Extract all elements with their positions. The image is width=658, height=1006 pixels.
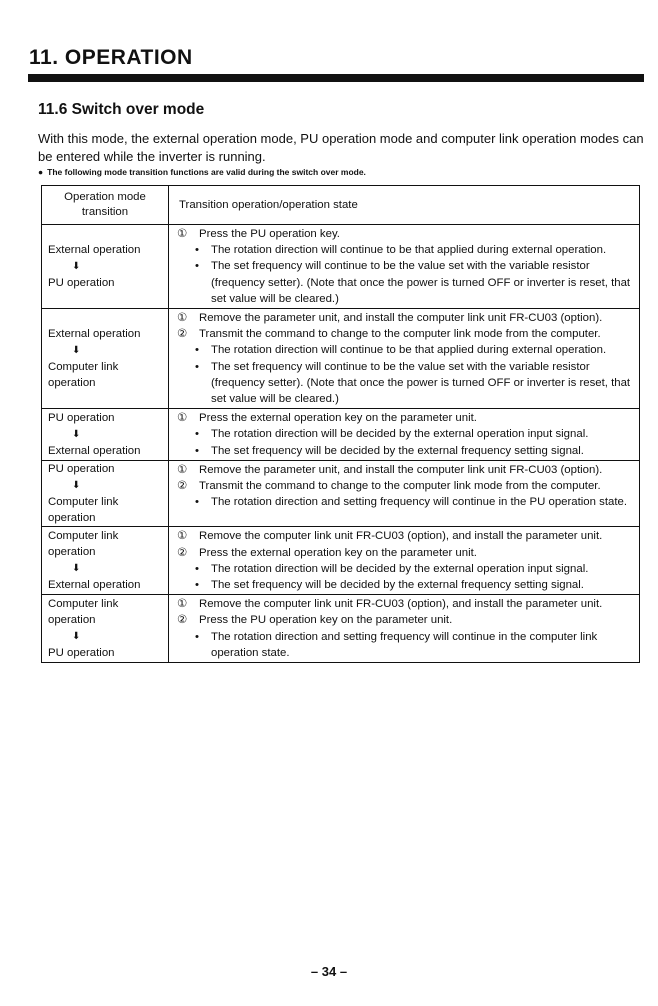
step-number: ① xyxy=(177,312,188,325)
table-row xyxy=(42,309,640,409)
step-text: Press the PU operation key. xyxy=(199,228,340,240)
arrow-down-icon: ⬇ xyxy=(72,261,81,272)
sub-bullet xyxy=(195,561,633,577)
step-text: Remove the computer link unit FR-CU03 (option), and install the parameter unit. xyxy=(199,598,603,611)
mode-cell xyxy=(42,595,169,663)
note-text: The following mode transition functions are valid during the switch over mode. xyxy=(47,167,366,177)
mode-cell xyxy=(42,309,169,409)
sub-bullet-text: The rotation direction and setting frequency will continue in the PU operation state. xyxy=(211,496,628,509)
state-cell xyxy=(169,527,640,595)
step-number: ② xyxy=(177,546,188,559)
step-text: Press the PU operation key on the parameter unit. xyxy=(199,614,453,627)
step xyxy=(175,310,633,326)
header-operation-mode: Operation mode transition xyxy=(42,186,169,225)
header-transition-state: Transition operation/operation state xyxy=(169,186,640,225)
bullet-dot-icon: • xyxy=(195,496,199,509)
mode-cell xyxy=(42,460,169,527)
state-cell xyxy=(169,309,640,409)
bullet-dot-icon: • xyxy=(195,344,199,357)
mode-from: PU operation xyxy=(48,411,115,424)
step xyxy=(175,545,633,561)
step xyxy=(175,478,633,494)
mode-to: PU operation xyxy=(48,277,115,289)
mode-to: PU operation xyxy=(48,647,115,660)
mode-from: PU operation xyxy=(48,462,115,475)
sub-bullet xyxy=(195,629,633,661)
arrow-down-icon: ⬇ xyxy=(72,631,81,643)
step-number: ① xyxy=(177,228,188,240)
sub-bullet-text: The set frequency will continue to be the value set with the variable resistor (frequency setter). (Note that once the power is turned OFF or inverter is reset, that set value will be cleared.) xyxy=(211,360,631,406)
step-text: Transmit the command to change to the computer link mode from the computer. xyxy=(199,328,601,341)
sub-bullet xyxy=(195,342,633,358)
bullet-dot-icon: • xyxy=(195,360,199,373)
step xyxy=(175,226,633,242)
table-row xyxy=(42,595,640,663)
arrow-down-icon: ⬇ xyxy=(72,345,81,357)
sub-bullet xyxy=(195,494,633,510)
section-title: 11.6 Switch over mode xyxy=(38,101,205,118)
mode-to: Computer link operation xyxy=(48,496,119,525)
sub-bullet-text: The rotation direction will continue to be that applied during external operation. xyxy=(211,244,607,257)
sub-bullet xyxy=(195,577,633,593)
table-row xyxy=(42,460,640,527)
table-row xyxy=(42,527,640,595)
step xyxy=(175,612,633,628)
step xyxy=(175,326,633,342)
mode-from: Computer link operation xyxy=(48,530,119,559)
bullet-dot-icon: • xyxy=(195,244,199,257)
table-row xyxy=(42,409,640,461)
bullet-dot-icon: • xyxy=(195,260,199,273)
step xyxy=(175,410,633,426)
mode-to: Computer link operation xyxy=(48,361,119,390)
mode-from: Computer link operation xyxy=(48,597,119,627)
step-text: Remove the parameter unit, and install the computer link unit FR-CU03 (option). xyxy=(199,463,603,476)
sub-bullet xyxy=(195,242,633,258)
chapter-title: 11. OPERATION xyxy=(29,46,193,69)
step-text: Transmit the command to change to the computer link mode from the computer. xyxy=(199,480,601,493)
sub-bullet-text: The rotation direction will continue to be that applied during external operation. xyxy=(211,344,607,357)
bullet-icon: ● xyxy=(38,167,44,177)
mode-from: External operation xyxy=(48,243,141,256)
step-number: ① xyxy=(177,530,188,543)
step-number: ② xyxy=(177,480,188,493)
state-cell xyxy=(169,460,640,527)
mode-transition-table xyxy=(41,185,640,663)
step-text: Press the external operation key on the parameter unit. xyxy=(199,546,477,559)
step xyxy=(175,596,633,612)
mode-cell xyxy=(42,527,169,595)
arrow-down-icon: ⬇ xyxy=(72,480,81,492)
step xyxy=(175,528,633,544)
step-number: ② xyxy=(177,328,188,341)
table-row xyxy=(42,225,640,309)
sub-bullet-text: The rotation direction will be decided by the external operation input signal. xyxy=(211,428,589,441)
mode-from: External operation xyxy=(48,327,141,340)
step-number: ② xyxy=(177,614,188,627)
sub-bullet-text: The rotation direction will be decided by the external operation input signal. xyxy=(211,562,589,575)
sub-bullet-text: The set frequency will be decided by the external frequency setting signal. xyxy=(211,579,584,592)
step-text: Remove the computer link unit FR-CU03 (option), and install the parameter unit. xyxy=(199,530,603,543)
bullet-dot-icon: • xyxy=(195,630,199,643)
table-header-row xyxy=(42,186,640,225)
step-text: Remove the parameter unit, and install the computer link unit FR-CU03 (option). xyxy=(199,312,603,325)
arrow-down-icon: ⬇ xyxy=(72,429,81,441)
sub-bullet xyxy=(195,359,633,408)
bullet-dot-icon: • xyxy=(195,428,199,441)
step-number: ① xyxy=(177,412,188,425)
step xyxy=(175,462,633,478)
step-text: Press the external operation key on the parameter unit. xyxy=(199,412,477,425)
state-cell xyxy=(169,595,640,663)
sub-bullet xyxy=(195,258,633,307)
bullet-dot-icon: • xyxy=(195,562,199,575)
chapter-rule xyxy=(28,74,644,82)
bullet-dot-icon: • xyxy=(195,444,199,457)
sub-bullet-text: The set frequency will be decided by the external frequency setting signal. xyxy=(211,444,584,457)
sub-bullet xyxy=(195,443,633,459)
state-cell xyxy=(169,409,640,461)
note xyxy=(38,167,366,177)
sub-bullet-text: The set frequency will continue to be the value set with the variable resistor (frequency setter). (Note that once the power is turned OFF or inverter is reset, that set value will be cleared.) xyxy=(211,260,631,305)
bullet-dot-icon: • xyxy=(195,579,199,592)
sub-bullet-text: The rotation direction and setting frequency will continue in the computer link operation state. xyxy=(211,630,598,659)
mode-cell xyxy=(42,225,169,309)
mode-to: External operation xyxy=(48,579,141,592)
step-number: ① xyxy=(177,598,188,611)
mode-to: External operation xyxy=(48,445,141,458)
state-cell xyxy=(169,225,640,309)
page-number: – 34 – xyxy=(310,964,348,979)
mode-cell xyxy=(42,409,169,461)
step-number: ① xyxy=(177,463,188,476)
arrow-down-icon: ⬇ xyxy=(72,563,81,575)
intro-paragraph: With this mode, the external operation mode, PU operation mode and computer link operation modes can be entered while the inverter is running. xyxy=(38,131,644,164)
sub-bullet xyxy=(195,426,633,442)
